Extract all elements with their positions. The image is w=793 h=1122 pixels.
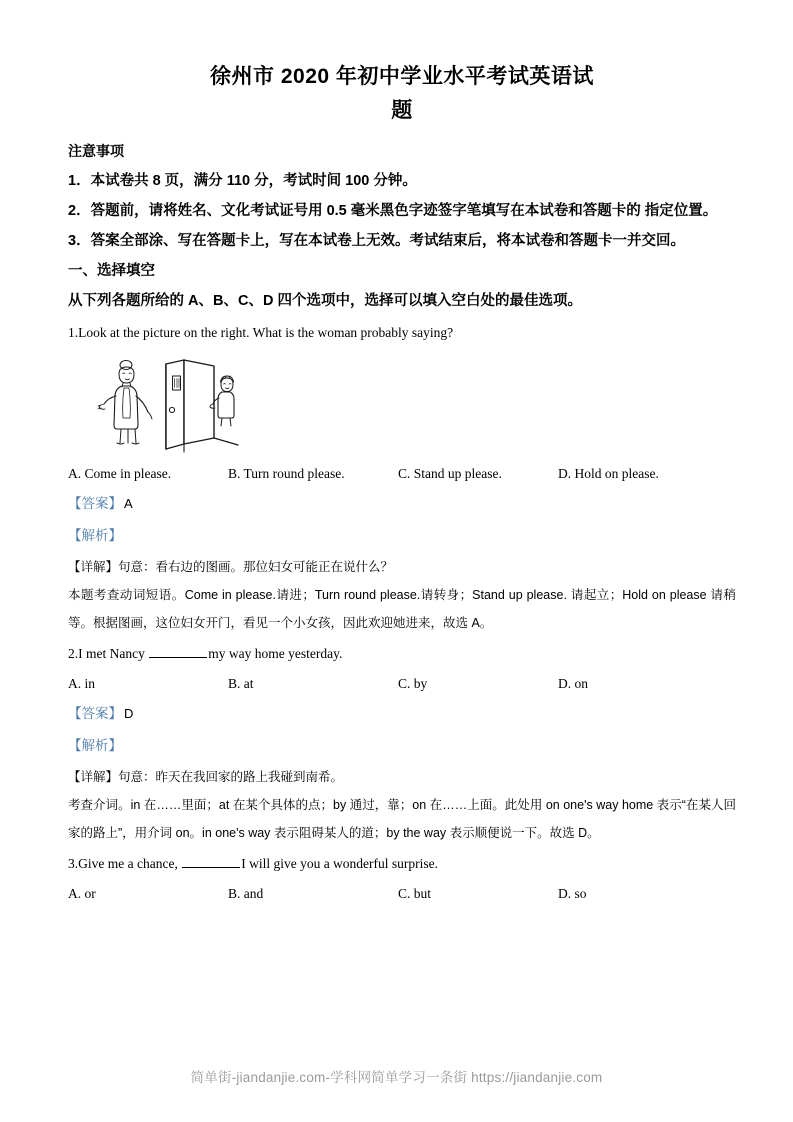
notice-heading: 注意事项 <box>68 143 124 159</box>
question-1-detail-1: 【详解】句意：看右边的图画。那位妇女可能正在说什么？ <box>68 560 394 574</box>
question-2-option-d[interactable]: D. on <box>558 676 588 691</box>
section-heading: 一、选择填空 <box>68 263 155 279</box>
question-2-stem-after: my way home yesterday. <box>208 646 343 661</box>
question-2-option-b[interactable]: B. at <box>228 676 254 691</box>
question-1-option-b[interactable]: B. Turn round please. <box>228 466 345 481</box>
page-title-line2: 题 <box>391 99 413 122</box>
notice-item-2: 2．答题前，请将姓名、文化考试证号用 0.5 毫米黑色字迹签字笔填写在本试卷和答题卡的 指定位置。 <box>68 203 718 219</box>
question-3-option-c[interactable]: C. but <box>398 886 432 901</box>
question-3-stem <box>68 851 736 877</box>
analysis-label: 【解析】 <box>68 738 122 753</box>
question-2-option-c[interactable]: C. by <box>398 676 428 691</box>
section-instruction: 从下列各题所给的 A、B、C、D 四个选项中，选择可以填入空白处的最佳选项。 <box>68 293 582 309</box>
question-2-stem <box>68 641 736 667</box>
notice-item-3: 3．答案全部涂、写在答题卡上，写在本试卷上无效。考试结束后，将本试卷和答题卡一并交回。 <box>68 233 686 249</box>
question-1-option-c[interactable]: C. Stand up please. <box>398 466 502 481</box>
question-2-analysis-line <box>68 731 736 761</box>
question-1-option-d[interactable]: D. Hold on please. <box>558 466 659 481</box>
footer-watermark: 简单街-jiandanjie.com-学科网简单学习一条街 https://jiandanjie.com <box>190 1070 603 1085</box>
answer-value: A <box>124 496 133 511</box>
notice-item-1: 1．本试卷共 8 页，满分 110 分，考试时间 100 分钟。 <box>68 173 417 189</box>
question-2-options <box>68 671 736 697</box>
question-3-option-a[interactable]: A. or <box>68 886 96 901</box>
question-3-stem-before: 3.Give me a chance, <box>68 856 182 871</box>
document-content <box>68 60 736 907</box>
question-1-option-a[interactable]: A. Come in please. <box>68 466 172 481</box>
answer-label: 【答案】 <box>68 706 122 721</box>
page-title <box>68 60 736 128</box>
question-1-analysis-line <box>68 521 736 551</box>
question-3-option-b[interactable]: B. and <box>228 886 264 901</box>
question-3-stem-after: I will give you a wonderful surprise. <box>241 856 439 871</box>
question-2-detail-2: 考查介词。in 在……里面；at 在某个具体的点；by 通过，靠；on 在……上面。此处用 on one's way home 表示“在某人回家的路上”，用介词 on。in one's way 表示阻碍某人的道；by the way 表示顺便说一下。故选 D。 <box>68 798 736 840</box>
question-2-answer-line <box>68 699 736 729</box>
page-title-line1: 徐州市 2020 年初中学业水平考试英语试 <box>210 65 594 88</box>
question-2-stem-before: 2.I met Nancy <box>68 646 149 661</box>
answer-label: 【答案】 <box>68 496 122 511</box>
question-1-illustration <box>88 352 268 457</box>
analysis-label: 【解析】 <box>68 528 122 543</box>
question-2-blank <box>149 646 207 658</box>
question-3-options <box>68 881 736 907</box>
question-3-option-d[interactable]: D. so <box>558 886 587 901</box>
question-2-option-a[interactable]: A. in <box>68 676 95 691</box>
question-1-options <box>68 461 736 487</box>
question-2-detail-1: 【详解】句意：昨天在我回家的路上我碰到南希。 <box>68 770 344 784</box>
question-3-blank <box>182 856 240 868</box>
question-1-answer-line <box>68 489 736 519</box>
question-1-stem: 1.Look at the picture on the right. What is the woman probably saying? <box>68 325 454 340</box>
answer-value: D <box>124 706 134 721</box>
question-1-detail-2: 本题考查动词短语。Come in please.请进；Turn round please.请转身；Stand up please. 请起立；Hold on please 请稍等。根据图画，这位妇女开门，看见一个小女孩，因此欢迎她进来，故选 A。 <box>68 588 736 630</box>
